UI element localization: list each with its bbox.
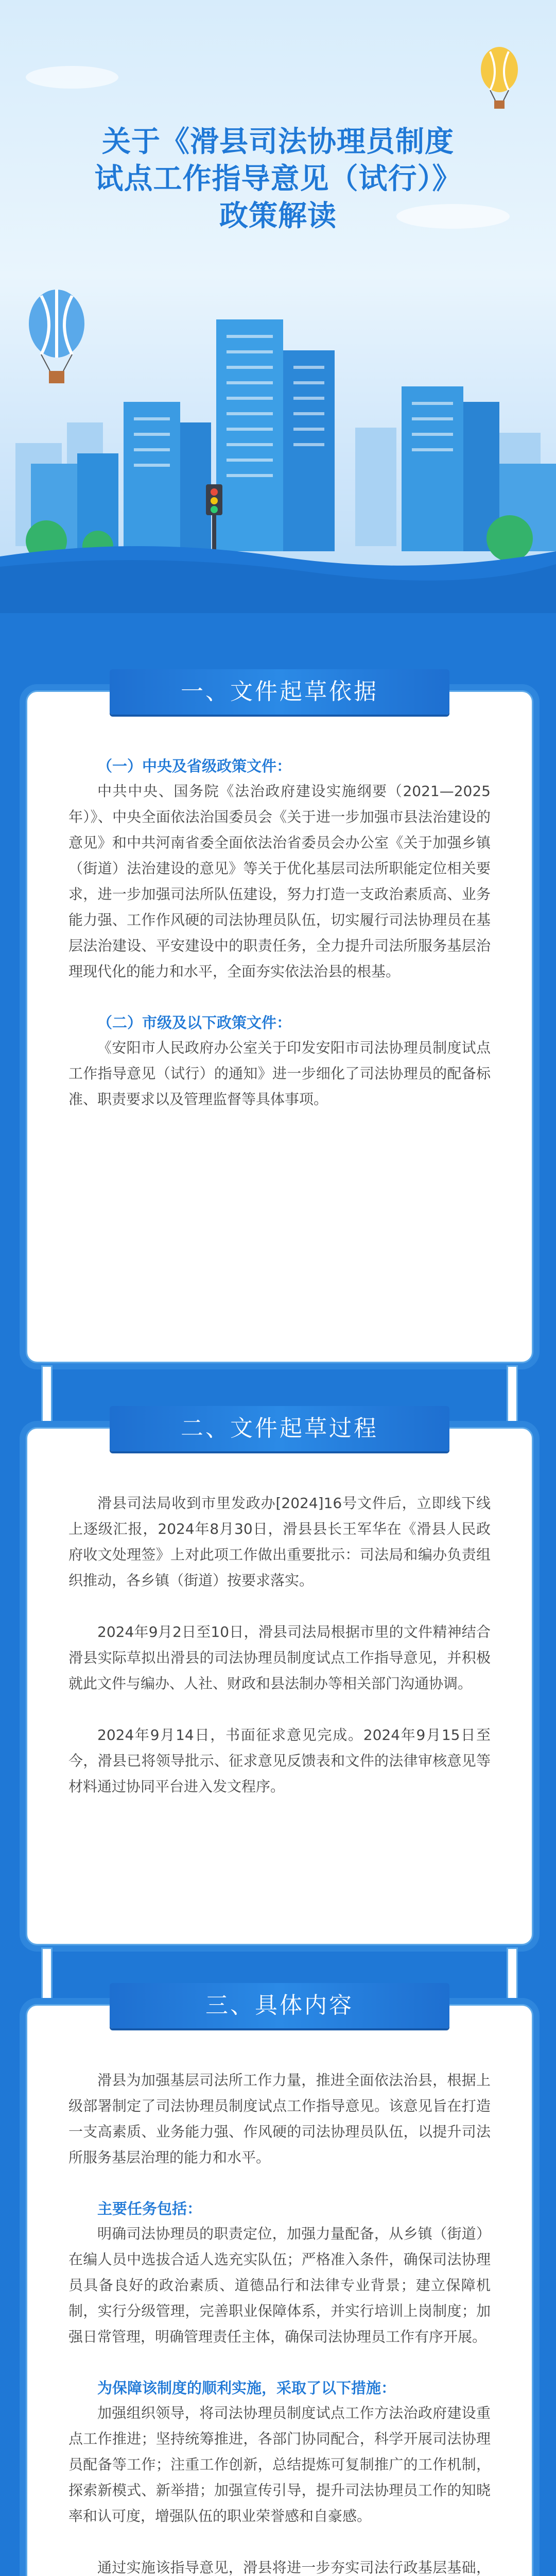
page-title-line: 关于《滑县司法协理员制度 [102,125,454,159]
card-connector [507,1947,518,2002]
page-title-line: 试点工作指导意见（试行）》 [94,162,462,196]
hot-air-balloon-icon [479,46,520,113]
paragraph: 通过实施该指导意见，滑县将进一步夯实司法行政基层基础， [97,2559,491,2576]
subheading: 主要任务包括： [97,2200,202,2217]
section-title: 一、文件起草依据 [110,669,449,715]
card-connector [507,1365,518,1425]
hot-air-balloon-icon [26,289,88,392]
page-title [31,124,525,235]
paragraph: 2024年9月2日至10日，滑县司法局根据市里的文件精神结合滑县实际草拟出滑县的司法协理员制度试点工作指导意见，并积极就此文件与编办、人社、财政和县法制办等相关部门沟通协调。 [68,1623,491,1692]
card-connector [41,1947,53,2002]
paragraph: 滑县为加强基层司法所工作力量，推进全面依法治县，根据上级部署制定了司法协理员制度试点工作指导意见。该意见旨在打造一支高素质、业务能力强、作风硬的司法协理员队伍，以提升司法所服务基层治理的能力和水平。 [68,2072,491,2166]
section-card-process [26,1415,533,1945]
paragraph: 2024年9月14日，书面征求意见完成。2024年9月15日至今，滑县已将领导批示、征求意见反馈表和文件的法律审核意见等材料通过协同平台进入发文程序。 [68,1726,491,1795]
paragraph: 中共中央、国务院《法治政府建设实施纲要（2021—2025年）》、中央全面依法治国委员会《关于进一步加强市县法治建设的意见》和中共河南省委全面依法治省委员会办公室《关于加强乡镇（街道）法治建设的意见》等关于优化基层司法所职能定位相关要求，进一步加强司法所队伍建设，努力打造一支政治素质高、业务能力强、工作作风硬的司法协理员队伍，切实履行司法协理员在基层法治建设、平安建设中的职责任务，全力提升司法所服务基层治理现代化的能力和水平，全面夯实依法治县的根基。 [68,783,491,980]
section-card-content [26,1992,533,2576]
paragraph: 滑县司法局收到市里发政办[2024]16号文件后，立即线下线上逐级汇报，2024年8月30日，滑县县长王军华在《滑县人民政府收文处理签》上对此项工作做出重要批示：司法局和编办负责组织推动，各乡镇（街道）按要求落实。 [68,1495,491,1589]
section-card-basis [26,679,533,1363]
subheading: 为保障该制度的顺利实施，采取了以下措施： [97,2379,396,2397]
header-banner [0,0,556,613]
card-connector [41,1365,53,1425]
paragraph: 《安阳市人民政府办公室关于印发安阳市司法协理员制度试点工作指导意见（试行）的通知》进一步细化了司法协理员的配备标准、职责要求以及管理监督等具体事项。 [68,1039,491,1108]
page-title-line: 政策解读 [219,199,337,233]
subheading: （二）市级及以下政策文件： [97,1014,292,1031]
section-title: 二、文件起草过程 [110,1406,449,1451]
subheading: （一）中央及省级政策文件： [97,757,292,775]
paragraph: 明确司法协理员的职责定位，加强力量配备，从乡镇（街道）在编人员中选拔合适人选充实队伍；严格准入条件，确保司法协理员具备良好的政治素质、道德品行和法律专业背景；建立保障机制，实行分级管理，完善职业保障体系，并实行培训上岗制度；加强日常管理，明确管理责任主体，确保司法协理员工作有序开展。 [68,2225,491,2345]
paragraph: 加强组织领导，将司法协理员制度试点工作方法治政府建设重点工作推进；坚持统筹推进，各部门协同配合，科学开展司法协理员配备等工作；注重工作创新，总结提炼可复制推广的工作机制，探索新模式、新举措；加强宣传引导，提升司法协理员工作的知晓率和认可度，增强队伍的职业荣誉感和自豪感。 [68,2404,491,2524]
section-title: 三、具体内容 [110,1983,449,2028]
